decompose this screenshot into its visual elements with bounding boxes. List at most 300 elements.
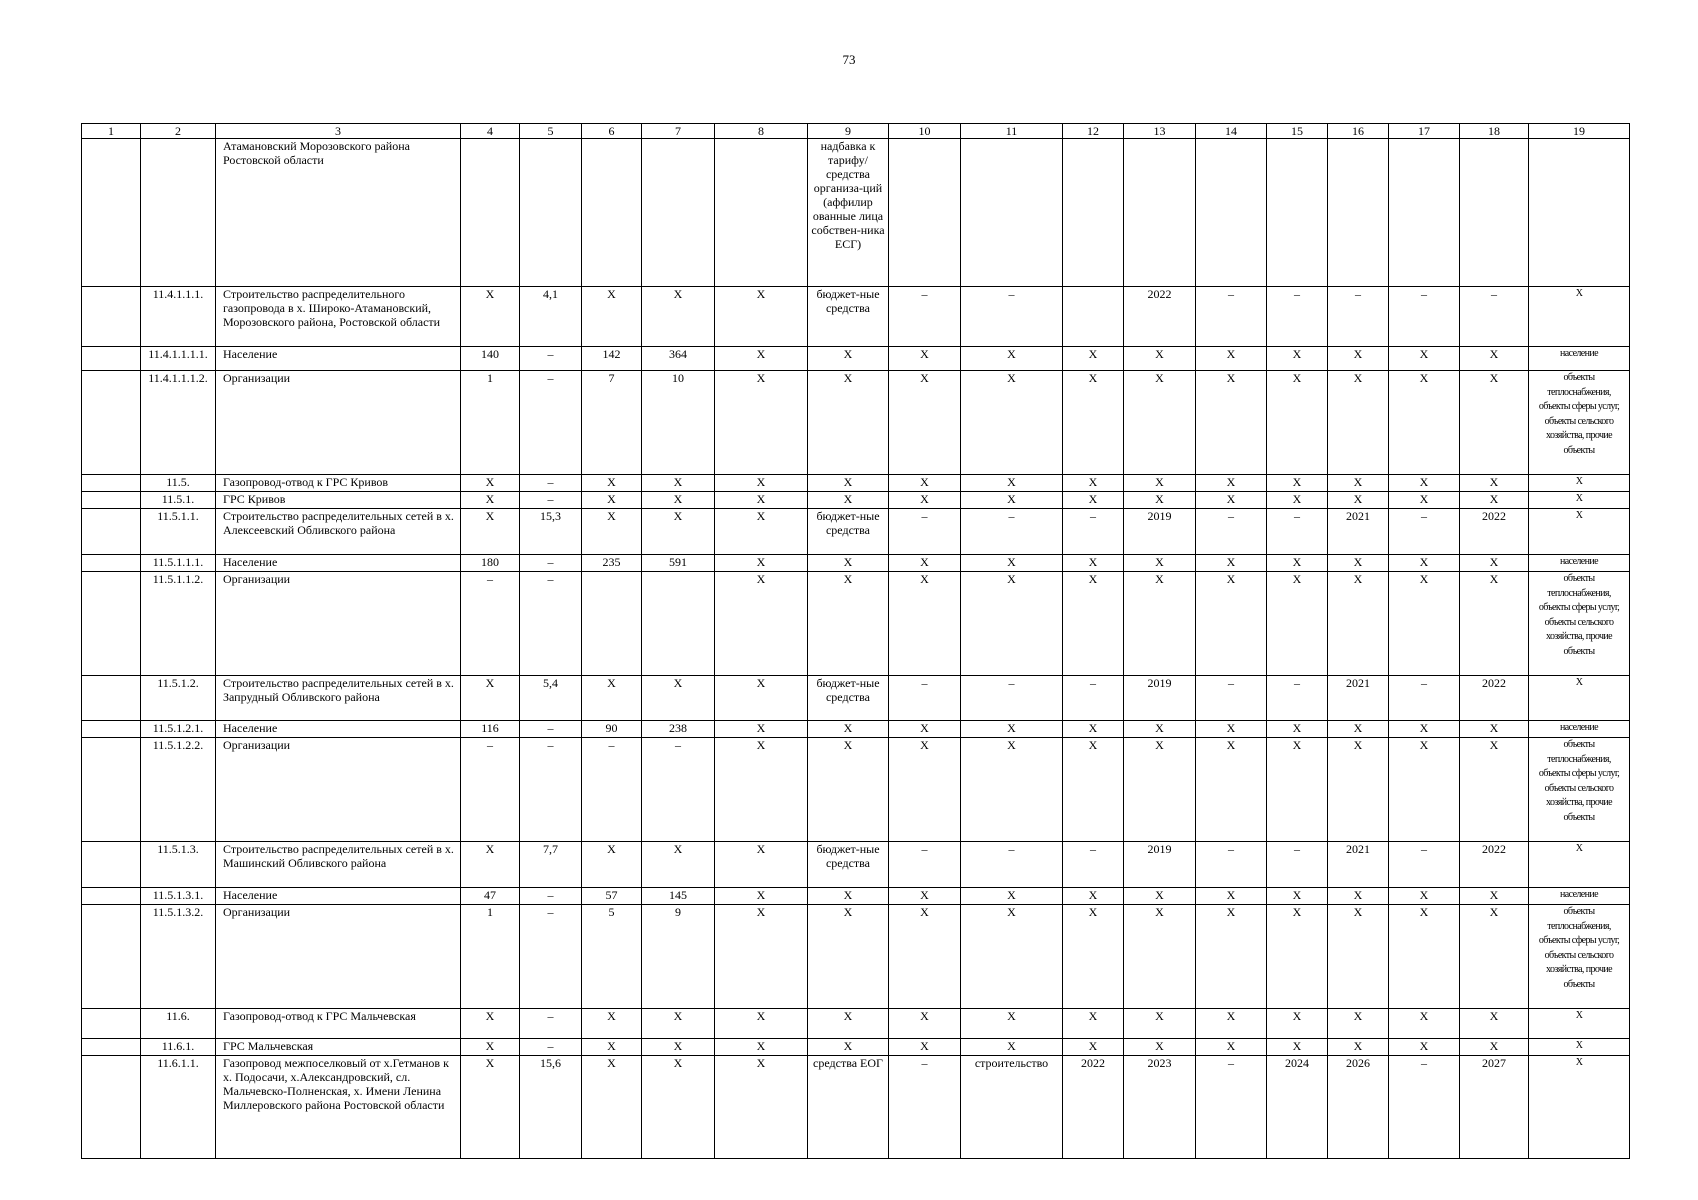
table-cell-col-19: X xyxy=(1529,1009,1630,1039)
table-cell-col-13: X xyxy=(1124,1009,1196,1039)
table-cell-col-13: 2019 xyxy=(1124,676,1196,721)
table-cell-col-1 xyxy=(82,287,141,347)
table-cell-col-6: X xyxy=(582,1056,642,1159)
table-cell-col-4: 140 xyxy=(461,347,520,371)
table-cell-col-3: Организации xyxy=(216,371,461,475)
table-cell-col-1 xyxy=(82,842,141,888)
table-row xyxy=(82,905,1630,1009)
table-cell-col-6: 90 xyxy=(582,721,642,738)
table-cell-col-18: X xyxy=(1460,905,1529,1009)
table-cell-col-6 xyxy=(582,139,642,287)
table-cell-col-1 xyxy=(82,555,141,572)
table-cell-col-9: бюджет-ные средства xyxy=(808,509,889,555)
table-cell-col-15: X xyxy=(1267,905,1328,1009)
table-cell-col-9: X xyxy=(808,738,889,842)
table-cell-col-8: X xyxy=(715,888,808,905)
table-row xyxy=(82,721,1630,738)
table-cell-col-2: 11.5.1.1.2. xyxy=(141,572,216,676)
table-cell-col-14: X xyxy=(1196,888,1267,905)
table-cell-col-3: Строительство распределительного газопровода в х. Широко-Атамановский, Морозовского района, Ростовской области xyxy=(216,287,461,347)
table-cell-col-11: – xyxy=(961,509,1063,555)
column-number-9: 9 xyxy=(808,124,889,139)
table-cell-col-9: X xyxy=(808,555,889,572)
table-row xyxy=(82,371,1630,475)
table-cell-col-17: X xyxy=(1389,1039,1460,1056)
table-cell-col-17: – xyxy=(1389,842,1460,888)
table-cell-col-15: – xyxy=(1267,509,1328,555)
table-cell-col-11: X xyxy=(961,347,1063,371)
table-cell-col-4: X xyxy=(461,287,520,347)
table-cell-col-3: Газопровод межпоселковый от х.Гетманов к х. Подосачи, х.Александровский, сл. Мальчевско-Полненская, х. Имени Ленина Миллеровского района Ростовской области xyxy=(216,1056,461,1159)
table-cell-col-2: 11.4.1.1.1.1. xyxy=(141,347,216,371)
table-cell-col-10: X xyxy=(889,738,961,842)
table-cell-col-5: – xyxy=(520,738,582,842)
table-cell-col-2: 11.5. xyxy=(141,475,216,492)
table-cell-col-18: X xyxy=(1460,347,1529,371)
table-row xyxy=(82,1039,1630,1056)
table-cell-col-15: X xyxy=(1267,555,1328,572)
table-cell-col-4: 1 xyxy=(461,905,520,1009)
table-cell-col-19: население xyxy=(1529,347,1630,371)
table-cell-col-5: 5,4 xyxy=(520,676,582,721)
table-cell-col-5: 4,1 xyxy=(520,287,582,347)
column-number-4: 4 xyxy=(461,124,520,139)
table-cell-col-12 xyxy=(1063,139,1124,287)
table-cell-col-7: 145 xyxy=(642,888,715,905)
table-cell-col-7: 238 xyxy=(642,721,715,738)
table-cell-col-2: 11.6.1.1. xyxy=(141,1056,216,1159)
table-cell-col-2: 11.5.1.2. xyxy=(141,676,216,721)
table-cell-col-11: X xyxy=(961,475,1063,492)
table-cell-col-5: 15,6 xyxy=(520,1056,582,1159)
table-cell-col-16: X xyxy=(1328,572,1389,676)
table-cell-col-7: – xyxy=(642,738,715,842)
table-cell-col-4: – xyxy=(461,572,520,676)
table-cell-col-12: X xyxy=(1063,347,1124,371)
table-cell-col-14: X xyxy=(1196,371,1267,475)
table-cell-col-16: X xyxy=(1328,475,1389,492)
table-cell-col-12: X xyxy=(1063,1009,1124,1039)
table-cell-col-8: X xyxy=(715,371,808,475)
table-cell-col-6: X xyxy=(582,1009,642,1039)
table-cell-col-1 xyxy=(82,1039,141,1056)
table-cell-col-12: X xyxy=(1063,371,1124,475)
table-cell-col-16: X xyxy=(1328,371,1389,475)
table-cell-col-18: 2022 xyxy=(1460,509,1529,555)
table-cell-col-6 xyxy=(582,572,642,676)
table-cell-col-18: X xyxy=(1460,475,1529,492)
table-cell-col-7: X xyxy=(642,676,715,721)
table-cell-col-18: X xyxy=(1460,888,1529,905)
table-cell-col-17: – xyxy=(1389,1056,1460,1159)
table-cell-col-19: объекты теплоснабжения, объекты сферы услуг, объекты сельского хозяйства, прочие объекты xyxy=(1529,572,1630,676)
table-cell-col-16: X xyxy=(1328,905,1389,1009)
table-cell-col-2: 11.5.1.2.2. xyxy=(141,738,216,842)
table-cell-col-12: X xyxy=(1063,492,1124,509)
table-cell-col-7: 591 xyxy=(642,555,715,572)
table-cell-col-8: X xyxy=(715,721,808,738)
table-cell-col-8: X xyxy=(715,1056,808,1159)
table-cell-col-5: – xyxy=(520,475,582,492)
table-cell-col-19: X xyxy=(1529,1039,1630,1056)
table-cell-col-6: 142 xyxy=(582,347,642,371)
table-cell-col-9: надбавка к тарифу/ средства организа-ций (аффилир ованные лица собствен-ника ЕСГ) xyxy=(808,139,889,287)
table-cell-col-12: X xyxy=(1063,888,1124,905)
table-cell-col-7: 364 xyxy=(642,347,715,371)
table-cell-col-18: X xyxy=(1460,492,1529,509)
table-cell-col-13: X xyxy=(1124,555,1196,572)
table-cell-col-5: – xyxy=(520,492,582,509)
table-cell-col-14 xyxy=(1196,139,1267,287)
table-cell-col-15: – xyxy=(1267,842,1328,888)
table-cell-col-3: Население xyxy=(216,888,461,905)
table-cell-col-9: X xyxy=(808,888,889,905)
table-cell-col-15: X xyxy=(1267,475,1328,492)
table-cell-col-9: X xyxy=(808,371,889,475)
table-cell-col-5: – xyxy=(520,905,582,1009)
table-cell-col-7: X xyxy=(642,1039,715,1056)
table-cell-col-17: – xyxy=(1389,287,1460,347)
column-number-19: 19 xyxy=(1529,124,1630,139)
table-cell-col-12 xyxy=(1063,287,1124,347)
table-cell-col-19: X xyxy=(1529,475,1630,492)
table-cell-col-6: X xyxy=(582,475,642,492)
table-cell-col-15: X xyxy=(1267,371,1328,475)
table-cell-col-19: X xyxy=(1529,509,1630,555)
table-cell-col-3: ГРС Мальчевская xyxy=(216,1039,461,1056)
table-cell-col-17: X xyxy=(1389,475,1460,492)
table-cell-col-3: Население xyxy=(216,555,461,572)
table-cell-col-13: X xyxy=(1124,738,1196,842)
table-cell-col-10: – xyxy=(889,509,961,555)
table-cell-col-8: X xyxy=(715,1039,808,1056)
table-cell-col-16: X xyxy=(1328,888,1389,905)
table-cell-col-10 xyxy=(889,139,961,287)
table-row xyxy=(82,738,1630,842)
table-cell-col-3: Организации xyxy=(216,738,461,842)
table-cell-col-7: 9 xyxy=(642,905,715,1009)
table-cell-col-15 xyxy=(1267,139,1328,287)
table-cell-col-8: X xyxy=(715,287,808,347)
table-cell-col-11: – xyxy=(961,842,1063,888)
table-cell-col-13: X xyxy=(1124,905,1196,1009)
table-cell-col-1 xyxy=(82,371,141,475)
table-cell-col-19: население xyxy=(1529,555,1630,572)
table-cell-col-2: 11.6.1. xyxy=(141,1039,216,1056)
column-number-14: 14 xyxy=(1196,124,1267,139)
table-cell-col-14: – xyxy=(1196,1056,1267,1159)
table-cell-col-14: X xyxy=(1196,347,1267,371)
table-cell-col-15: X xyxy=(1267,888,1328,905)
table-cell-col-1 xyxy=(82,509,141,555)
table-cell-col-11 xyxy=(961,139,1063,287)
table-cell-col-18: X xyxy=(1460,371,1529,475)
table-cell-col-19: население xyxy=(1529,721,1630,738)
table-cell-col-6: X xyxy=(582,509,642,555)
table-cell-col-8: X xyxy=(715,572,808,676)
table-cell-col-7: X xyxy=(642,509,715,555)
table-cell-col-6: X xyxy=(582,1039,642,1056)
table-cell-col-6: X xyxy=(582,492,642,509)
table-cell-col-14: X xyxy=(1196,1039,1267,1056)
table-cell-col-6: X xyxy=(582,676,642,721)
table-cell-col-10: – xyxy=(889,842,961,888)
table-cell-col-10: X xyxy=(889,1009,961,1039)
table-cell-col-19: население xyxy=(1529,888,1630,905)
table-cell-col-10: – xyxy=(889,1056,961,1159)
table-row xyxy=(82,139,1630,287)
table-cell-col-12: X xyxy=(1063,1039,1124,1056)
table-cell-col-16: X xyxy=(1328,1039,1389,1056)
table-cell-col-3: Население xyxy=(216,347,461,371)
table-cell-col-11: – xyxy=(961,676,1063,721)
table-cell-col-7: X xyxy=(642,287,715,347)
table-cell-col-18: X xyxy=(1460,572,1529,676)
table-cell-col-6: 235 xyxy=(582,555,642,572)
column-number-5: 5 xyxy=(520,124,582,139)
table-cell-col-8: X xyxy=(715,509,808,555)
table-cell-col-3: Организации xyxy=(216,572,461,676)
column-number-10: 10 xyxy=(889,124,961,139)
table-cell-col-8: X xyxy=(715,842,808,888)
table-cell-col-1 xyxy=(82,1056,141,1159)
table-cell-col-7 xyxy=(642,139,715,287)
column-number-13: 13 xyxy=(1124,124,1196,139)
table-cell-col-14: X xyxy=(1196,475,1267,492)
table-cell-col-18: X xyxy=(1460,555,1529,572)
table-cell-col-4 xyxy=(461,139,520,287)
table-cell-col-2: 11.6. xyxy=(141,1009,216,1039)
table-cell-col-11: X xyxy=(961,1039,1063,1056)
table-cell-col-16: 2026 xyxy=(1328,1056,1389,1159)
column-number-17: 17 xyxy=(1389,124,1460,139)
table-cell-col-2: 11.4.1.1.1. xyxy=(141,287,216,347)
table-cell-col-9: бюджет-ные средства xyxy=(808,676,889,721)
table-cell-col-12: X xyxy=(1063,555,1124,572)
table-cell-col-2: 11.5.1.1. xyxy=(141,509,216,555)
table-cell-col-17: X xyxy=(1389,371,1460,475)
table-cell-col-9: X xyxy=(808,475,889,492)
table-cell-col-17: X xyxy=(1389,347,1460,371)
table-cell-col-15: X xyxy=(1267,492,1328,509)
table-cell-col-4: X xyxy=(461,509,520,555)
table-cell-col-5: – xyxy=(520,347,582,371)
table-cell-col-5: – xyxy=(520,371,582,475)
table-cell-col-10: – xyxy=(889,287,961,347)
table-cell-col-1 xyxy=(82,139,141,287)
table-cell-col-4: 116 xyxy=(461,721,520,738)
column-number-8: 8 xyxy=(715,124,808,139)
table-cell-col-2: 11.5.1.3. xyxy=(141,842,216,888)
table-cell-col-17: X xyxy=(1389,555,1460,572)
table-cell-col-15: – xyxy=(1267,287,1328,347)
table-cell-col-17: X xyxy=(1389,888,1460,905)
table-cell-col-19 xyxy=(1529,139,1630,287)
table-cell-col-18: 2022 xyxy=(1460,676,1529,721)
table-cell-col-3: Население xyxy=(216,721,461,738)
column-number-15: 15 xyxy=(1267,124,1328,139)
table-cell-col-18: 2027 xyxy=(1460,1056,1529,1159)
table-cell-col-12: X xyxy=(1063,738,1124,842)
table-cell-col-10: X xyxy=(889,888,961,905)
table-cell-col-6: 57 xyxy=(582,888,642,905)
table-cell-col-13: X xyxy=(1124,1039,1196,1056)
column-number-18: 18 xyxy=(1460,124,1529,139)
table-cell-col-16 xyxy=(1328,139,1389,287)
table-row xyxy=(82,842,1630,888)
table-cell-col-13: 2023 xyxy=(1124,1056,1196,1159)
table-cell-col-2: 11.5.1.3.1. xyxy=(141,888,216,905)
table-cell-col-16: 2021 xyxy=(1328,676,1389,721)
table-cell-col-18: – xyxy=(1460,287,1529,347)
table-cell-col-9: X xyxy=(808,492,889,509)
table-cell-col-14: X xyxy=(1196,492,1267,509)
table-cell-col-10: X xyxy=(889,492,961,509)
table-cell-col-16: 2021 xyxy=(1328,842,1389,888)
table-cell-col-10: X xyxy=(889,572,961,676)
table-cell-col-14: – xyxy=(1196,676,1267,721)
table-cell-col-10: X xyxy=(889,1039,961,1056)
table-cell-col-6: X xyxy=(582,842,642,888)
table-cell-col-5: – xyxy=(520,1039,582,1056)
table-cell-col-18 xyxy=(1460,139,1529,287)
table-cell-col-12: – xyxy=(1063,676,1124,721)
table-cell-col-14: X xyxy=(1196,1009,1267,1039)
table-cell-col-8: X xyxy=(715,676,808,721)
table-cell-col-11: X xyxy=(961,721,1063,738)
table-cell-col-16: X xyxy=(1328,492,1389,509)
table-cell-col-10: X xyxy=(889,721,961,738)
table-cell-col-12: 2022 xyxy=(1063,1056,1124,1159)
table-row xyxy=(82,676,1630,721)
table-cell-col-12: X xyxy=(1063,572,1124,676)
table-cell-col-19: X xyxy=(1529,492,1630,509)
table-row xyxy=(82,347,1630,371)
table-cell-col-17: X xyxy=(1389,721,1460,738)
table-cell-col-17: X xyxy=(1389,738,1460,842)
table-cell-col-3: Строительство распределительных сетей в х. Алексеевский Обливского района xyxy=(216,509,461,555)
table-cell-col-13: X xyxy=(1124,888,1196,905)
table-cell-col-13: X xyxy=(1124,572,1196,676)
table-cell-col-6: 5 xyxy=(582,905,642,1009)
column-number-16: 16 xyxy=(1328,124,1389,139)
table-cell-col-19: объекты теплоснабжения, объекты сферы услуг, объекты сельского хозяйства, прочие объекты xyxy=(1529,738,1630,842)
column-number-12: 12 xyxy=(1063,124,1124,139)
table-row xyxy=(82,1009,1630,1039)
table-cell-col-2: 11.4.1.1.1.2. xyxy=(141,371,216,475)
table-cell-col-8: X xyxy=(715,492,808,509)
table-cell-col-19: объекты теплоснабжения, объекты сферы услуг, объекты сельского хозяйства, прочие объекты xyxy=(1529,371,1630,475)
table-cell-col-4: X xyxy=(461,1039,520,1056)
table-cell-col-1 xyxy=(82,738,141,842)
table-cell-col-7: X xyxy=(642,1056,715,1159)
table-cell-col-14: – xyxy=(1196,509,1267,555)
table-cell-col-5: 7,7 xyxy=(520,842,582,888)
table-cell-col-19: X xyxy=(1529,676,1630,721)
table-cell-col-13 xyxy=(1124,139,1196,287)
table-cell-col-8: X xyxy=(715,555,808,572)
table-cell-col-8: X xyxy=(715,738,808,842)
table-cell-col-14: X xyxy=(1196,721,1267,738)
table-cell-col-7: X xyxy=(642,492,715,509)
table-cell-col-2: 11.5.1.3.2. xyxy=(141,905,216,1009)
table-row xyxy=(82,492,1630,509)
table-cell-col-16: 2021 xyxy=(1328,509,1389,555)
table-cell-col-8 xyxy=(715,139,808,287)
table-cell-col-9: X xyxy=(808,347,889,371)
table-cell-col-5: – xyxy=(520,555,582,572)
table-cell-col-9: бюджет-ные средства xyxy=(808,842,889,888)
table-cell-col-1 xyxy=(82,572,141,676)
table-cell-col-18: X xyxy=(1460,1039,1529,1056)
table-cell-col-12: X xyxy=(1063,905,1124,1009)
table-cell-col-15: X xyxy=(1267,721,1328,738)
table-cell-col-13: X xyxy=(1124,721,1196,738)
table-cell-col-11: X xyxy=(961,1009,1063,1039)
table-cell-col-19: X xyxy=(1529,842,1630,888)
table-cell-col-3: Строительство распределительных сетей в х. Машинский Обливского района xyxy=(216,842,461,888)
table-cell-col-5: 15,3 xyxy=(520,509,582,555)
table-row xyxy=(82,509,1630,555)
table-cell-col-13: 2019 xyxy=(1124,509,1196,555)
table-cell-col-4: – xyxy=(461,738,520,842)
table-row xyxy=(82,555,1630,572)
table-cell-col-8: X xyxy=(715,347,808,371)
table-cell-col-14: – xyxy=(1196,842,1267,888)
table-cell-col-1 xyxy=(82,721,141,738)
table-cell-col-7: X xyxy=(642,475,715,492)
table-cell-col-16: X xyxy=(1328,738,1389,842)
table-cell-col-2: 11.5.1.2.1. xyxy=(141,721,216,738)
table-cell-col-11: X xyxy=(961,572,1063,676)
table-cell-col-12: – xyxy=(1063,509,1124,555)
table-cell-col-5: – xyxy=(520,572,582,676)
table-cell-col-15: X xyxy=(1267,738,1328,842)
table-cell-col-11: X xyxy=(961,555,1063,572)
page-number: 73 xyxy=(842,52,856,67)
table-cell-col-12: – xyxy=(1063,842,1124,888)
table-cell-col-9: X xyxy=(808,721,889,738)
table-cell-col-5: – xyxy=(520,1009,582,1039)
table-row xyxy=(82,572,1630,676)
table-cell-col-5: – xyxy=(520,721,582,738)
table-cell-col-4: 180 xyxy=(461,555,520,572)
table-cell-col-11: X xyxy=(961,905,1063,1009)
table-cell-col-13: 2019 xyxy=(1124,842,1196,888)
table-cell-col-4: 47 xyxy=(461,888,520,905)
program-table xyxy=(81,123,1630,1159)
table-row xyxy=(82,287,1630,347)
table-cell-col-12: X xyxy=(1063,475,1124,492)
table-cell-col-4: X xyxy=(461,1009,520,1039)
table-cell-col-13: X xyxy=(1124,371,1196,475)
table-cell-col-17: X xyxy=(1389,905,1460,1009)
table-cell-col-13: X xyxy=(1124,492,1196,509)
table-cell-col-15: X xyxy=(1267,572,1328,676)
table-cell-col-3: ГРС Кривов xyxy=(216,492,461,509)
table-cell-col-4: X xyxy=(461,842,520,888)
table-cell-col-10: X xyxy=(889,905,961,1009)
table-cell-col-17: X xyxy=(1389,1009,1460,1039)
table-cell-col-17: – xyxy=(1389,676,1460,721)
table-cell-col-1 xyxy=(82,492,141,509)
table-cell-col-10: X xyxy=(889,475,961,492)
table-row xyxy=(82,888,1630,905)
table-cell-col-16: X xyxy=(1328,347,1389,371)
table-cell-col-9: X xyxy=(808,572,889,676)
table-cell-col-18: X xyxy=(1460,1009,1529,1039)
table-cell-col-6: 7 xyxy=(582,371,642,475)
